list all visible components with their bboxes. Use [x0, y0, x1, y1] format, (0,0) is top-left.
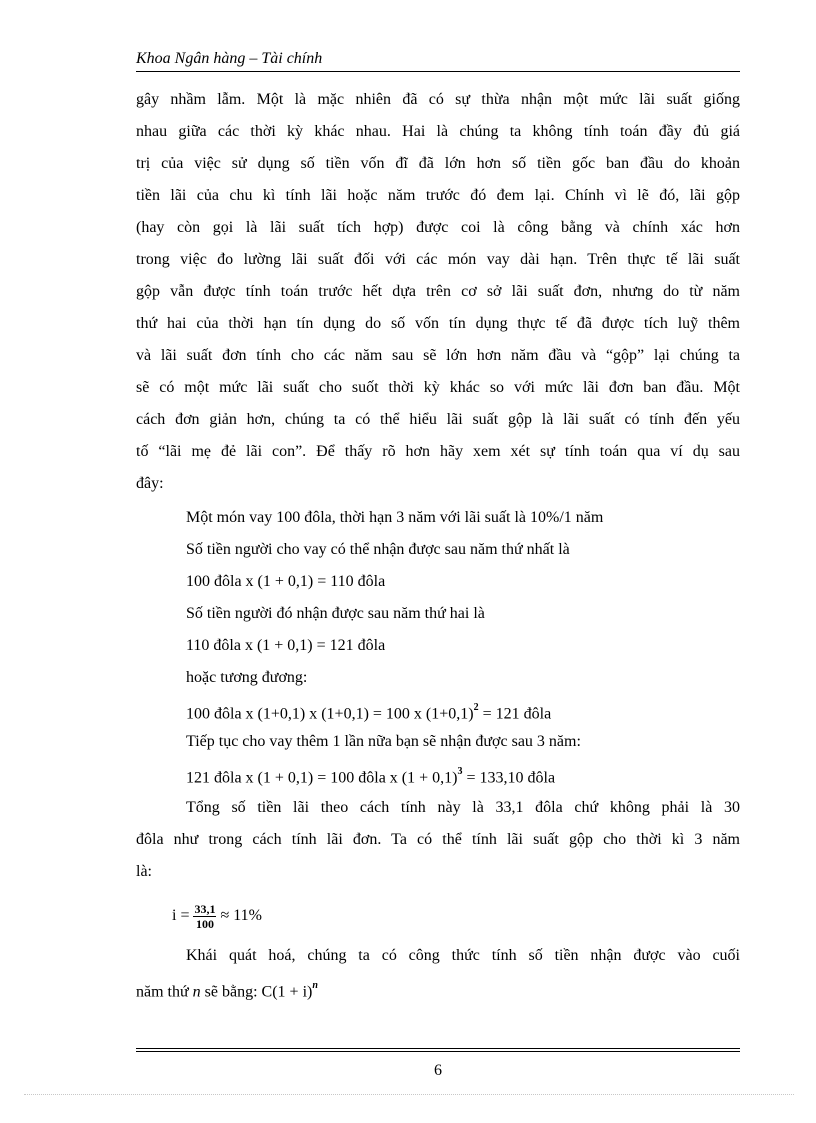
paragraph-line: tiền lãi của chu kì tính lãi hoặc năm trước đó đem lại. Chính vì lẽ đó, lãi gộp	[136, 187, 740, 204]
paragraph-line: trong việc đo lường lãi suất đối với các món vay dài hạn. Trên thực tế lãi suất	[136, 251, 740, 268]
paragraph-line: tố “lãi mẹ đẻ lãi con”. Để thấy rõ hơn hãy xem xét sự tính toán qua ví dụ sau	[136, 443, 740, 460]
formula-rhs: ≈ 11%	[220, 907, 262, 924]
example-line-5: 110 đôla x (1 + 0,1) = 121 đôla	[186, 637, 386, 654]
exponent: 3	[457, 766, 463, 777]
example-line-9-result: = 133,10 đôla	[462, 769, 556, 787]
paragraph-line: gây nhầm lẫm. Một là mặc nhiên đã có sự thừa nhận một mức lãi suất giống	[136, 91, 740, 108]
example-line-1: Một món vay 100 đôla, thời hạn 3 năm với lãi suất là 10%/1 năm	[186, 509, 604, 526]
paragraph-line: nhau giữa các thời kỳ khác nhau. Hai là chúng ta không tính toán đầy đủ giá	[136, 123, 740, 140]
paragraph-line: đây:	[136, 475, 164, 492]
paragraph-line	[136, 972, 740, 1004]
example-line-8: Tiếp tục cho vay thêm 1 lần nữa bạn sẽ nhận được sau 3 năm:	[186, 733, 581, 750]
text: sẽ bằng: C(1 + i)	[200, 983, 313, 1001]
paragraph-line: trị của việc sử dụng số tiền vốn đĩ đã lớn hơn số tiền gốc ban đầu do khoản	[136, 155, 740, 172]
formula-denominator: 100	[195, 916, 214, 931]
example-line-6: hoặc tương đương:	[186, 669, 308, 686]
example-line-4: Số tiền người đó nhận được sau năm thứ hai là	[186, 605, 485, 622]
paragraph-line: Tổng số tiền lãi theo cách tính này là 33,1 đôla chứ không phải là 30	[186, 799, 740, 816]
example-line-3: 100 đôla x (1 + 0,1) = 110 đôla	[186, 573, 386, 590]
exponent: 2	[473, 702, 479, 713]
header-title: Khoa Ngân hàng – Tài chính	[136, 50, 323, 67]
paragraph-intro	[136, 84, 740, 500]
footer-rule	[136, 1048, 740, 1049]
paragraph-line: (hay còn gọi là lãi suất tích hợp) được coi là công bằng và chính xác hơn	[136, 219, 740, 236]
example-line-9-text: 121 đôla x (1 + 0,1) = 100 đôla x (1 + 0,1)	[186, 769, 458, 787]
interest-formula	[172, 896, 262, 936]
formula-lhs: i =	[172, 907, 190, 924]
page-number: 6	[434, 1062, 442, 1079]
paragraph-line: thứ hai của thời hạn tín dụng do số vốn tín dụng thực tế đã được tích luỹ thêm	[136, 315, 740, 332]
example-line-2: Số tiền người cho vay có thể nhận được sau năm thứ nhất là	[186, 541, 570, 558]
footer-rule-double	[136, 1051, 740, 1052]
formula-fraction	[193, 902, 216, 931]
example-line-7	[186, 694, 551, 730]
paragraph-line: Khái quát hoá, chúng ta có công thức tính số tiền nhận được vào cuối	[186, 947, 740, 964]
example-line-7-text: 100 đôla x (1+0,1) x (1+0,1) = 100 x (1+0,1)	[186, 705, 474, 723]
paragraph-line: là:	[136, 863, 152, 880]
example-line-9	[186, 758, 555, 794]
paragraph-line: đôla như trong cách tính lãi đơn. Ta có thể tính lãi suất gộp cho thời kì 3 năm	[136, 831, 740, 848]
exponent: n	[312, 980, 318, 991]
paragraph-line: sẽ có một mức lãi suất cho suốt thời kỳ khác so với mức lãi đơn ban đầu. Một	[136, 379, 740, 396]
paragraph-general	[136, 940, 740, 1004]
example-line-7-result: = 121 đôla	[478, 705, 552, 723]
variable-n: n	[192, 983, 201, 1001]
paragraph-total	[136, 792, 740, 888]
text: năm thứ	[136, 983, 193, 1001]
paragraph-line: gộp vẫn được tính toán trước hết dựa trên cơ sở lãi suất đơn, nhưng do từ năm	[136, 283, 740, 300]
formula-numerator: 33,1	[194, 901, 216, 916]
paragraph-line: cách đơn giản hơn, chúng ta có thể hiểu lãi suất gộp là lãi suất có tính đến yếu	[136, 411, 740, 428]
paragraph-line: và lãi suất đơn tính cho các năm sau sẽ lớn hơn năm đầu và “gộp” lại chúng ta	[136, 347, 740, 364]
header-rule	[136, 71, 740, 72]
page-border	[24, 1094, 794, 1095]
